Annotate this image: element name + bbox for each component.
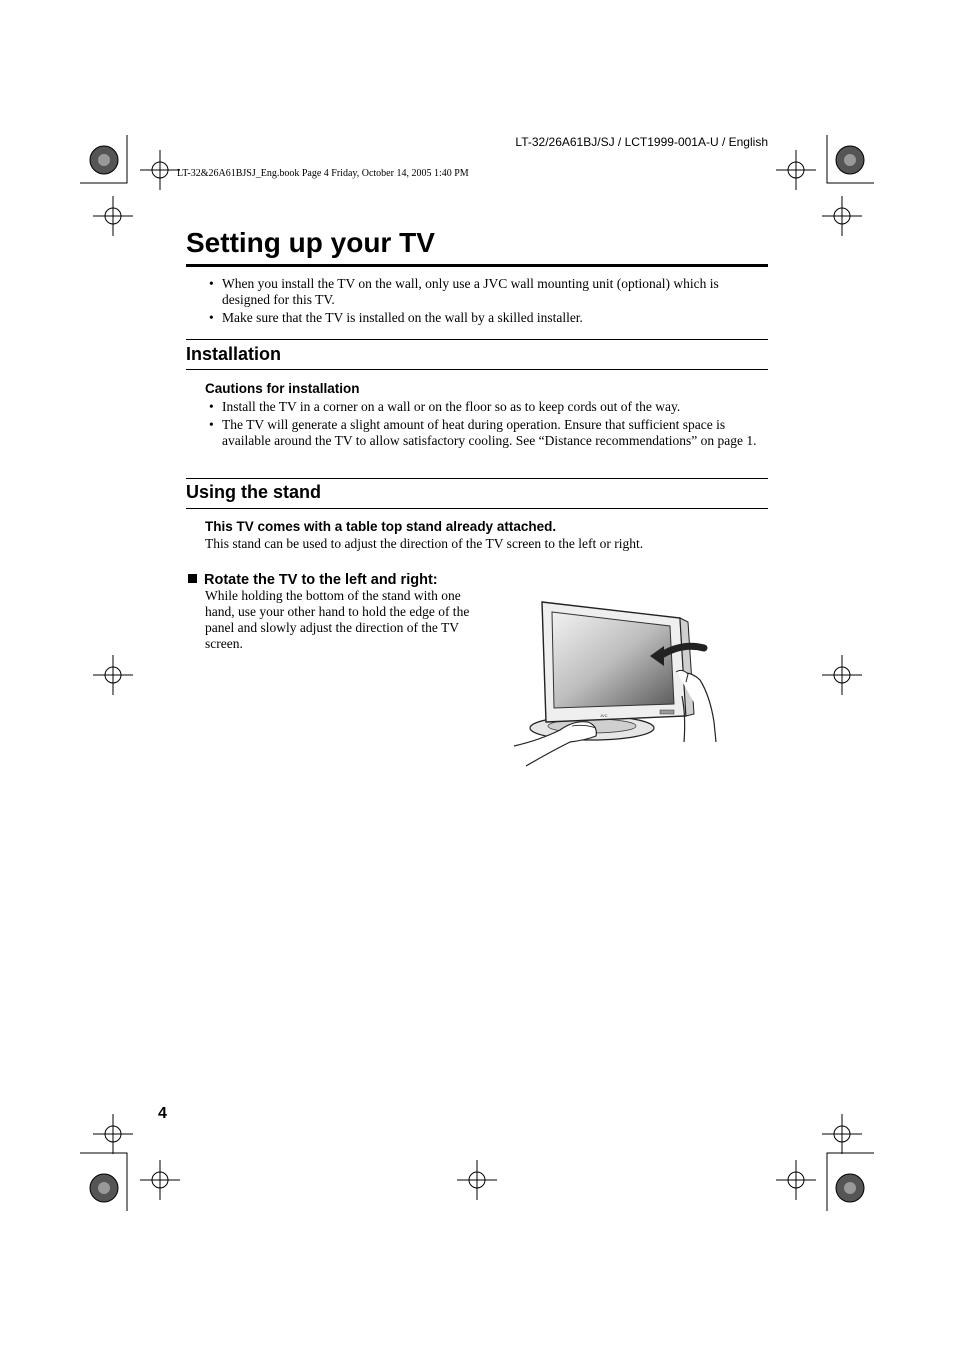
header-doc-id: LT-32/26A61BJ/SJ / LCT1999-001A-U / English bbox=[515, 135, 768, 149]
crosshair-icon bbox=[93, 196, 133, 236]
book-info: LT-32&26A61BJSJ_Eng.book Page 4 Friday, October 14, 2005 1:40 PM bbox=[177, 168, 469, 179]
rotate-description: While holding the bottom of the stand with one hand, use your other hand to hold the edge of the panel and slowly adjust the direction of the TV screen. bbox=[205, 588, 470, 651]
crosshair-icon bbox=[776, 150, 816, 190]
list-item: • The TV will generate a slight amount of heat during operation. Ensure that sufficient space is available around the TV to allow satisfactory cooling. See “Distance recommendations” on page 1. bbox=[205, 417, 765, 449]
crosshair-icon bbox=[93, 1114, 133, 1154]
title-rule bbox=[186, 264, 768, 267]
crosshair-icon bbox=[822, 196, 862, 236]
stand-subheading: This TV comes with a table top stand already attached. bbox=[205, 519, 557, 534]
crosshair-icon bbox=[93, 655, 133, 695]
section-rule bbox=[186, 369, 768, 370]
crop-mark-icon bbox=[80, 135, 140, 195]
crop-mark-icon bbox=[814, 1151, 874, 1211]
installation-heading: Installation bbox=[186, 344, 282, 364]
crosshair-icon bbox=[822, 1114, 862, 1154]
list-item: • Make sure that the TV is installed on the wall by a skilled installer. bbox=[205, 310, 765, 326]
list-item: • Install the TV in a corner on a wall or on the floor so as to keep cords out of the way. bbox=[205, 399, 765, 415]
section-rule bbox=[186, 339, 768, 340]
intro-bullet-list bbox=[205, 276, 765, 328]
rotate-heading bbox=[188, 571, 438, 589]
crosshair-icon bbox=[140, 1160, 180, 1200]
section-rule bbox=[186, 478, 768, 479]
crosshair-icon bbox=[822, 655, 862, 695]
list-item: • When you install the TV on the wall, only use a JVC wall mounting unit (optional) which is designed for this TV. bbox=[205, 276, 765, 308]
tv-rotation-illustration bbox=[510, 596, 725, 771]
rotate-heading-text: Rotate the TV to the left and right: bbox=[204, 572, 438, 588]
section-rule bbox=[186, 508, 768, 509]
crop-mark-icon bbox=[814, 135, 874, 195]
page-number: 4 bbox=[158, 1105, 167, 1122]
stand-description: This stand can be used to adjust the direction of the TV screen to the left or right. bbox=[205, 536, 644, 551]
page-title: Setting up your TV bbox=[186, 227, 435, 258]
crosshair-icon bbox=[140, 150, 180, 190]
cautions-bullet-list bbox=[205, 399, 765, 451]
crop-mark-icon bbox=[80, 1151, 140, 1211]
tv-brand-label: JVC bbox=[600, 713, 608, 718]
square-bullet-icon bbox=[188, 574, 197, 583]
crosshair-icon bbox=[776, 1160, 816, 1200]
stand-heading: Using the stand bbox=[186, 482, 322, 502]
crosshair-icon bbox=[457, 1160, 497, 1200]
cautions-heading: Cautions for installation bbox=[205, 381, 360, 396]
